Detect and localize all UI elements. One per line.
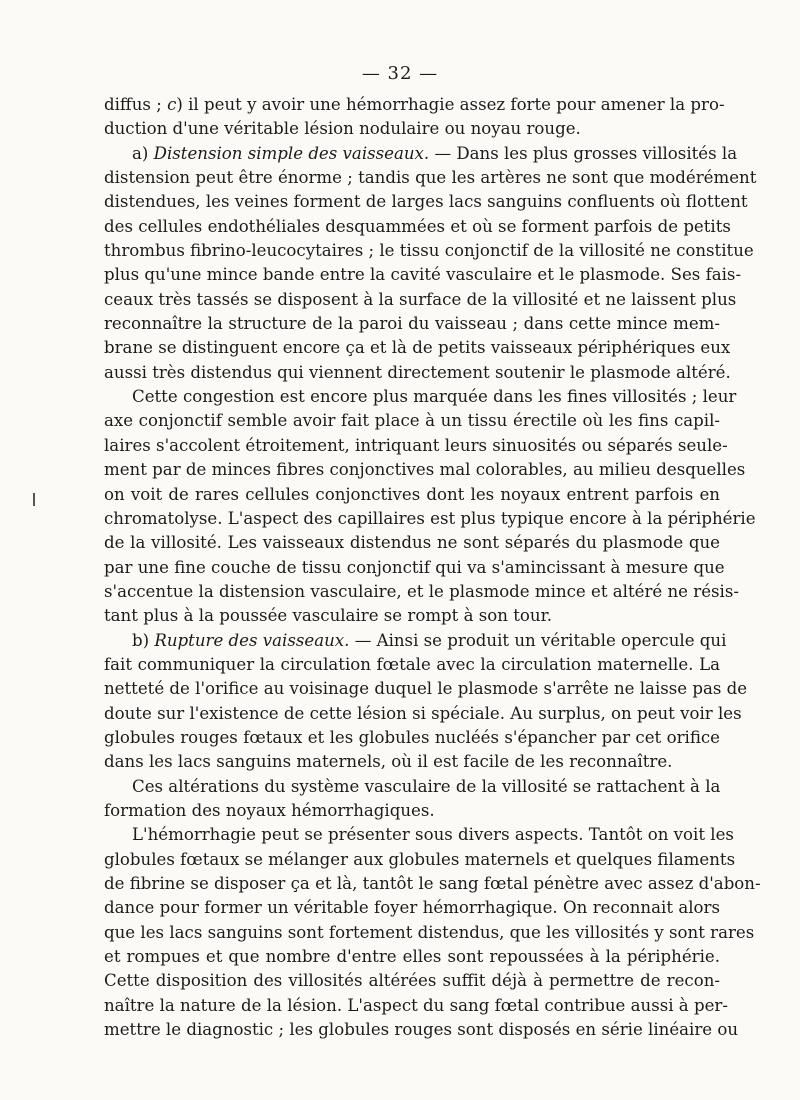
text-line (104, 823, 734, 847)
text-segment: plus qu'une mince bande entre la cavité vasculaire et le plasmode. Ses fais- (104, 265, 742, 285)
body-text (104, 93, 761, 1042)
text-line (104, 483, 720, 507)
text-segment: globules fœtaux se mélanger aux globules maternels et quelques filaments (104, 849, 736, 869)
text-line (104, 239, 754, 263)
text-line (104, 848, 736, 872)
text-line (104, 556, 725, 580)
text-segment: Cette congestion est encore plus marquée dans les fines villosités ; leur (132, 387, 737, 407)
text-segment: laires s'accolent étroitement, intriquant leurs sinuosités ou séparés seule- (104, 435, 728, 455)
text-line (104, 872, 761, 896)
text-segment: — Ainsi se produit un véritable opercule qui (349, 630, 727, 650)
text-segment: mettre le diagnostic ; les globules rouges sont disposés en série linéaire ou (104, 1020, 739, 1040)
text-line (104, 969, 720, 993)
text-segment: globules rouges fœtaux et les globules nucléés s'épancher par cet orifice (104, 727, 720, 747)
text-segment: s'accentue la distension vasculaire, et le plasmode mince et altéré ne résis- (104, 581, 739, 601)
text-line (104, 775, 720, 799)
text-line (104, 921, 755, 945)
text-segment: formation des noyaux hémorrhagiques. (104, 800, 435, 820)
text-segment: de fibrine se disposer ça et là, tantôt le sang fœtal pénètre avec assez d'abon- (104, 874, 761, 893)
text-line (104, 1018, 739, 1042)
text-segment: ceaux très tassés se disposent à la surface de la villosité et ne laissent plus (104, 289, 737, 309)
text-segment: reconnaître la structure de la paroi du vaisseau ; dans cette mince mem- (104, 314, 720, 334)
text-segment: duction d'une véritable lésion nodulaire ou noyau rouge. (104, 119, 581, 139)
text-segment: ) il peut y avoir une hémorrhagie assez forte pour amener la pro- (176, 95, 725, 114)
text-line (104, 945, 720, 969)
text-line (104, 799, 720, 823)
text-line (104, 409, 720, 433)
text-line (104, 702, 742, 726)
text-line (104, 263, 742, 287)
text-line (104, 361, 731, 385)
text-line (104, 994, 728, 1018)
text-segment: ment par de minces fibres conjonctives mal colorables, au milieu desquelles (104, 460, 746, 480)
italic-heading: c (167, 95, 177, 114)
page-number: — 32 — (361, 63, 439, 84)
text-line (104, 117, 720, 141)
text-line (104, 142, 738, 166)
text-line (104, 312, 720, 336)
text-line (104, 896, 720, 920)
text-segment: L'hémorrhagie peut se présenter sous divers aspects. Tantôt on voit les (132, 825, 734, 845)
text-line (104, 93, 725, 117)
text-line (104, 434, 728, 458)
text-segment: de la villosité. Les vaisseaux distendus ne sont séparés du plasmode que (104, 533, 720, 553)
text-segment: et rompues et que nombre d'entre elles sont repoussées à la périphérie. (104, 947, 720, 967)
text-segment: dans les lacs sanguins maternels, où il est facile de les reconnaître. (104, 752, 673, 772)
text-line (104, 580, 739, 604)
text-line (104, 190, 748, 214)
text-segment: netteté de l'orifice au voisinage duquel le plasmode s'arrête ne laisse pas de (104, 679, 748, 699)
text-segment: naître la nature de la lésion. L'aspect du sang fœtal contribue aussi à per- (104, 995, 728, 1015)
text-segment: Ces altérations du système vasculaire de la villosité se rattachent à la (132, 776, 721, 796)
text-segment: des cellules endothéliales desquammées et où se forment parfois de petits (104, 216, 731, 236)
text-segment: diffus ; (104, 95, 168, 114)
text-line (104, 166, 757, 190)
text-segment: fait communiquer la circulation fœtale avec la circulation maternelle. La (104, 654, 720, 674)
text-segment: dance pour former un véritable foyer hémorrhagique. On reconnait alors (104, 898, 720, 918)
text-segment: axe conjonctif semble avoir fait place à un tissu érectile où les fins capil- (104, 411, 720, 431)
text-segment: brane se distinguent encore ça et là de petits vaisseaux périphériques eux (104, 338, 731, 358)
text-line (104, 726, 720, 750)
text-line (104, 604, 720, 628)
text-segment: — Dans les plus grosses villosités la (429, 143, 738, 163)
text-segment: doute sur l'existence de cette lésion si spéciale. Au surplus, on peut voir les (104, 703, 742, 723)
text-line (104, 750, 720, 774)
text-line (104, 507, 756, 531)
text-segment: tant plus à la poussée vasculaire se rompt à son tour. (104, 606, 552, 626)
text-line (104, 629, 727, 653)
text-line (104, 288, 737, 312)
text-line (104, 653, 720, 677)
text-segment: on voit de rares cellules conjonctives dont les noyaux entrent parfois en (104, 484, 720, 504)
text-segment: chromatolyse. L'aspect des capillaires est plus typique encore à la périphérie (104, 508, 756, 528)
text-segment: thrombus fibrino-leucocytaires ; le tissu conjonctif de la villosité ne constitue (104, 241, 754, 261)
text-line (104, 336, 731, 360)
text-segment: Cette disposition des villosités altérées suffit déjà à permettre de recon- (104, 971, 720, 991)
text-segment: a) (132, 143, 154, 163)
text-line (104, 677, 748, 701)
text-segment: par une fine couche de tissu conjonctif qui va s'amincissant à mesure que (104, 557, 725, 577)
text-segment: distendues, les veines forment de larges lacs sanguins confluents où flottent (104, 192, 748, 212)
text-segment: b) (132, 630, 155, 650)
italic-heading: Distension simple des vaisseaux. (153, 143, 430, 163)
text-line (104, 458, 746, 482)
text-line (104, 215, 731, 239)
text-segment: distension peut être énorme ; tandis que les artères ne sont que modérément (104, 168, 757, 188)
text-line (104, 531, 720, 555)
text-line (104, 385, 737, 409)
margin-mark (33, 493, 35, 506)
text-segment: que les lacs sanguins sont fortement distendus, que les villosités y sont rares (104, 922, 755, 942)
italic-heading: Rupture des vaisseaux. (154, 630, 350, 650)
text-segment: aussi très distendus qui viennent directement soutenir le plasmode altéré. (104, 362, 731, 382)
